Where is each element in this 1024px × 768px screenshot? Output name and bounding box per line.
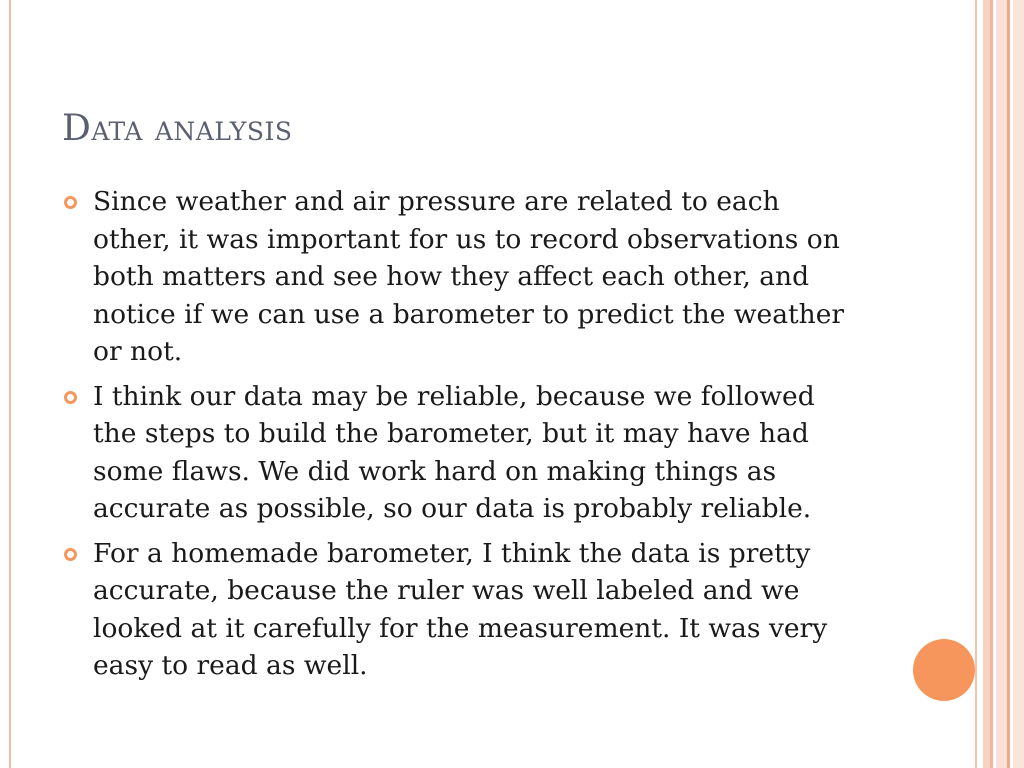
bullet-item [60, 378, 860, 528]
left-border-line [9, 0, 11, 768]
slide-title: Data analysis [62, 108, 293, 149]
bullet-text: I think our data may be reliable, because we followed the steps to build the barometer, but it may have had some flaws. We did work hard on making things as accurate as possible, so our data is probably reliable. [93, 380, 815, 524]
ring-bullet-icon [64, 391, 77, 404]
right-decorative-stripe [1013, 0, 1024, 768]
bullet-text: For a homemade barometer, I think the data is pretty accurate, because the ruler was well labeled and we looked at it carefully for the measurement. It was very easy to read as well. [93, 537, 828, 681]
bullet-list [60, 183, 860, 692]
right-decorative-stripe [975, 0, 977, 768]
right-decorative-stripe [990, 0, 993, 768]
orange-circle-decoration [913, 639, 975, 701]
right-decorative-stripe [983, 0, 990, 768]
right-decorative-stripe [996, 0, 1007, 768]
bullet-item [60, 535, 860, 685]
ring-bullet-icon [64, 548, 77, 561]
ring-bullet-icon [64, 196, 77, 209]
bullet-item [60, 183, 860, 371]
right-decorative-stripe [1007, 0, 1010, 768]
bullet-text: Since weather and air pressure are related to each other, it was important for us to record observations on both matters and see how they affect each other, and notice if we can use a barometer to predict the weather or not. [93, 186, 845, 367]
